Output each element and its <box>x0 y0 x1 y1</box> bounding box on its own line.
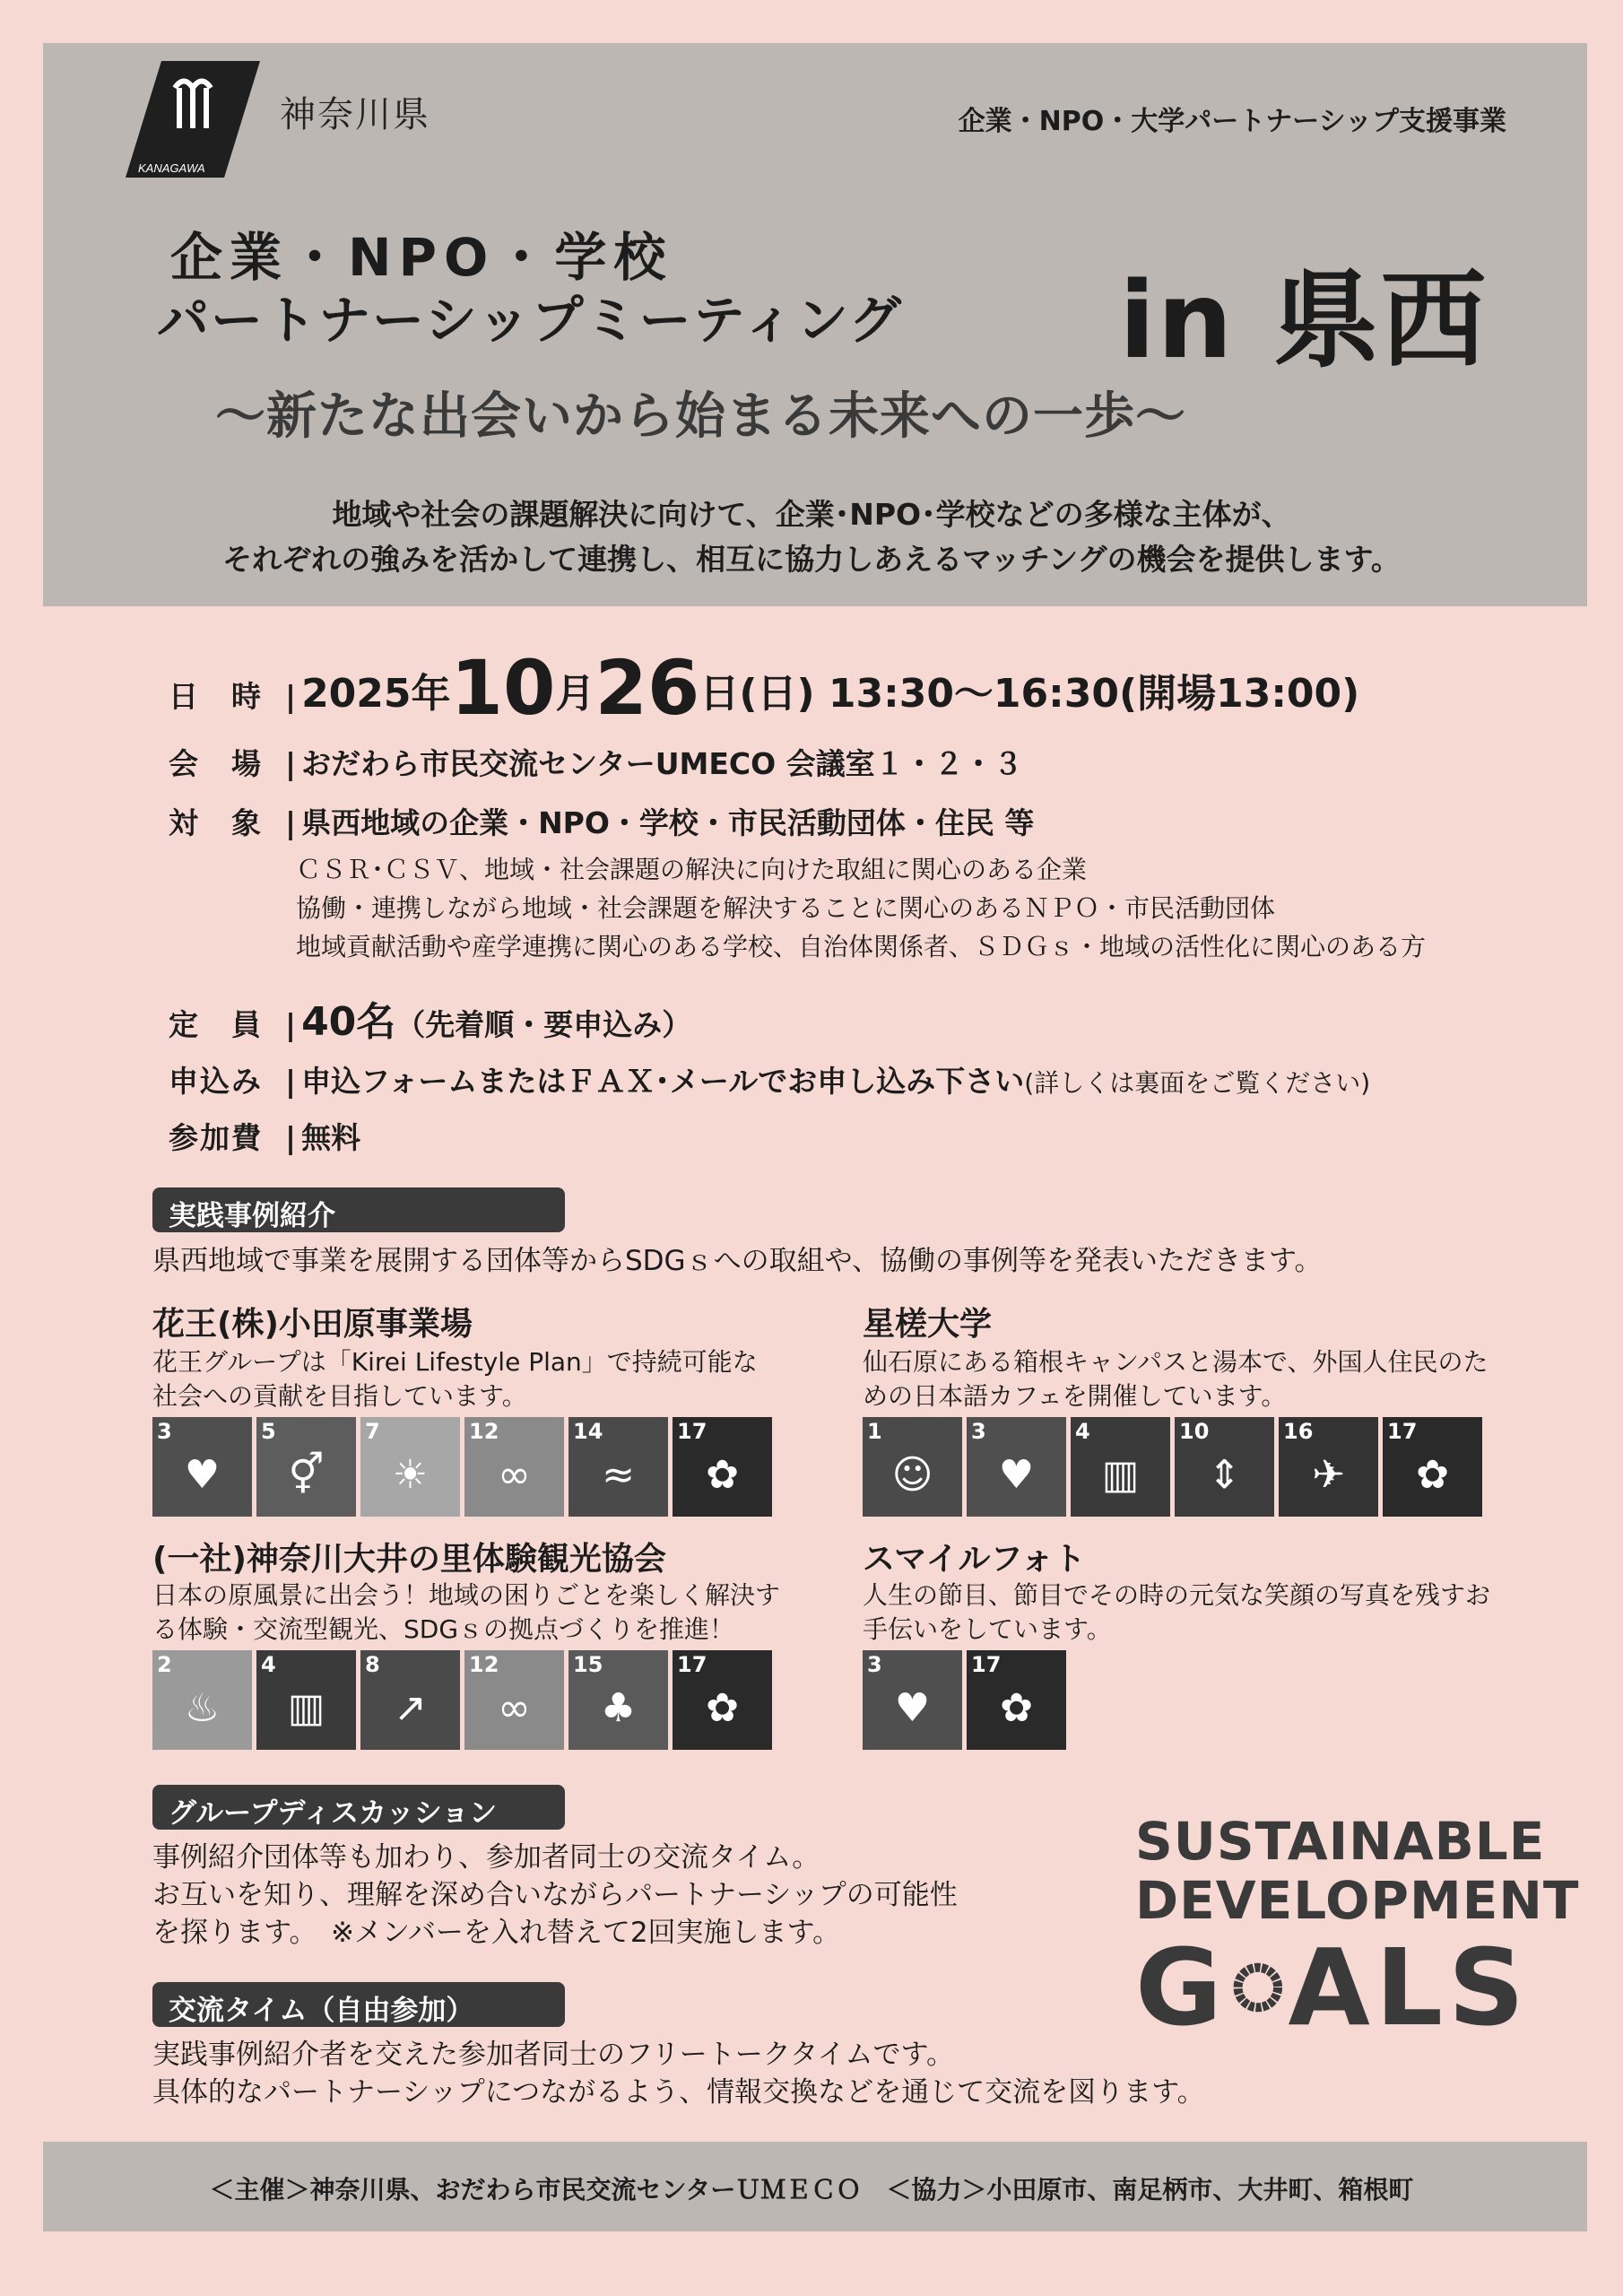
sdg-goal-glyph: ✈ <box>1312 1452 1345 1498</box>
sdg-goal-3-icon <box>863 1650 962 1750</box>
program-name: 企業・NPO・大学パートナーシップ支援事業 <box>958 106 1506 137</box>
sdg-goal-number: 17 <box>677 1419 707 1444</box>
target-value: 県西地域の企業・NPO・学校・市民活動団体・住民 等 <box>301 805 1035 840</box>
sdg-goal-4-icon <box>1071 1417 1170 1517</box>
date-row <box>169 644 1359 732</box>
footer-text: ＜主催＞神奈川県、おだわら市民交流センターＵＭＥＣＯ ＜協力＞小田原市、南足柄市、大井町、箱根町 <box>209 2175 1414 2205</box>
target-detail-2: 協働・連携しながら地域・社会課題を解決することに関心のあるＮＰＯ・市民活動団体 <box>296 893 1276 923</box>
sdg-goal-2-icon <box>152 1650 252 1750</box>
sdg-goal-glyph: ⇕ <box>1208 1452 1241 1498</box>
discussion-line-1: 事例紹介団体等も加わり、参加者同士の交流タイム。 <box>152 1841 820 1874</box>
sdg-goal-number: 14 <box>573 1419 603 1444</box>
sdg-icons-seisa <box>863 1417 1482 1517</box>
sdg-goal-number: 4 <box>1075 1419 1090 1444</box>
divider: | <box>285 679 297 714</box>
sdgs-wheel-icon <box>1233 1943 1283 2032</box>
apply-label: 申込み <box>169 1064 263 1099</box>
sdgs-word-3a: G <box>1135 1926 1228 2049</box>
sdg-goal-glyph: ✿ <box>1416 1452 1449 1498</box>
sdg-goal-glyph: ≈ <box>602 1452 635 1498</box>
sdg-goal-10-icon <box>1175 1417 1274 1517</box>
sdg-goal-number: 5 <box>261 1419 276 1444</box>
org-desc-ooi: 日本の原風景に出会う！地域の困りごとを楽しく解決する体験・交流型観光、SDGｓの拠点づくりを推進！ <box>152 1580 781 1644</box>
divider: | <box>285 1120 297 1155</box>
sdg-goal-number: 2 <box>157 1652 172 1677</box>
prefecture-name: 神奈川県 <box>280 94 430 135</box>
date-month-unit: 月 <box>555 671 595 717</box>
sdg-goal-glyph: ☺ <box>891 1452 933 1498</box>
fee-label: 参加費 <box>169 1120 263 1155</box>
sdg-goal-glyph: ♥ <box>894 1685 931 1731</box>
sdg-goal-glyph: ✿ <box>706 1685 739 1731</box>
sdgs-word-3 <box>1135 1926 1530 2049</box>
sdg-goal-glyph: ♥ <box>184 1452 221 1498</box>
lead-line-1: 地域や社会の課題解決に向けて、企業･NPO･学校などの多様な主体が、 <box>332 497 1291 532</box>
sdg-goal-glyph: ♥ <box>998 1452 1035 1498</box>
date-year: 2025年 <box>301 671 451 717</box>
sdg-goal-5-icon <box>256 1417 356 1517</box>
sdg-goal-4-icon <box>256 1650 356 1750</box>
venue-label: 会 場 <box>169 746 263 781</box>
sdg-goal-glyph: ▥ <box>1101 1452 1140 1498</box>
logo-text: KANAGAWA <box>138 161 205 175</box>
sdg-goal-8-icon <box>360 1650 460 1750</box>
apply-note: (詳しくは裏面をご覧ください) <box>1024 1068 1371 1098</box>
sdg-goal-16-icon <box>1279 1417 1378 1517</box>
org-desc-smilephoto: 人生の節目、節目でその時の元気な笑顔の写真を残すお手伝いをしています。 <box>863 1580 1491 1644</box>
sdg-goal-12-icon <box>464 1650 564 1750</box>
sdg-goal-number: 12 <box>469 1652 499 1677</box>
sdg-goal-15-icon <box>568 1650 668 1750</box>
sdg-goal-17-icon <box>967 1650 1066 1750</box>
sdg-goal-number: 4 <box>261 1652 276 1677</box>
sdg-goal-3-icon <box>967 1417 1066 1517</box>
capacity-row <box>169 989 691 1047</box>
subtitle: ～新たな出会いから始まる未来への一歩～ <box>215 387 1186 446</box>
sdg-goal-7-icon <box>360 1417 460 1517</box>
exchange-line-2: 具体的なパートナーシップにつながるよう、情報交換などを通じて交流を図ります。 <box>152 2076 1205 2109</box>
sdg-goal-number: 3 <box>971 1419 986 1444</box>
capacity-note: （先着順・要申込み） <box>395 1007 692 1042</box>
sdg-goal-glyph: ♨ <box>184 1685 221 1731</box>
sdg-goal-number: 15 <box>573 1652 603 1677</box>
date-label: 日 時 <box>169 679 263 714</box>
target-detail-1: ＣＳＲ･ＣＳＶ、地域・社会課題の解決に向けた取組に関心のある企業 <box>296 855 1088 884</box>
divider: | <box>285 746 297 781</box>
sdg-goal-glyph: ⚥ <box>288 1452 325 1498</box>
sdg-goal-1-icon <box>863 1417 962 1517</box>
title-line-1: 企業・NPO・学校 <box>170 227 673 288</box>
venue-row <box>169 741 1023 783</box>
discussion-line-3: を探ります。 ※メンバーを入れ替えて2回実施します。 <box>152 1917 841 1949</box>
sdg-goal-number: 7 <box>365 1419 380 1444</box>
kanagawa-logo <box>126 61 260 178</box>
date-day: 26 <box>595 644 700 732</box>
sdgs-word-1: SUSTAINABLE <box>1135 1811 1546 1872</box>
org-desc-kao: 花王グループは「Kirei Lifestyle Plan」で持続可能な社会への貢献を目指しています。 <box>152 1347 758 1411</box>
sdg-icons-kao <box>152 1417 772 1517</box>
org-name-smilephoto: スマイルフォト <box>863 1541 1086 1578</box>
sdg-goal-number: 3 <box>867 1652 882 1677</box>
org-name-ooi: (一社)神奈川大井の里体験観光協会 <box>152 1541 666 1578</box>
org-name-kao: 花王(株)小田原事業場 <box>152 1306 473 1343</box>
sdg-goal-number: 3 <box>157 1419 172 1444</box>
title-location: in 県西 <box>1119 258 1488 382</box>
exchange-section-label: 交流タイム（自由参加） <box>152 1982 565 2027</box>
sdgs-word-2: DEVELOPMENT <box>1135 1870 1580 1931</box>
sdg-goal-glyph: ↗ <box>394 1685 427 1731</box>
discussion-section-label: グループディスカッション <box>152 1785 565 1830</box>
date-month: 10 <box>450 644 556 732</box>
target-row <box>169 800 1034 842</box>
divider: | <box>285 1007 297 1042</box>
target-detail-3: 地域貢献活動や産学連携に関心のある学校、自治体関係者、ＳＤＧｓ・地域の活性化に関心のある方 <box>296 932 1427 961</box>
sdg-goal-glyph: ∞ <box>498 1452 531 1498</box>
apply-row <box>169 1058 1370 1100</box>
sdg-goal-number: 17 <box>1387 1419 1418 1444</box>
divider: | <box>285 805 297 840</box>
target-label: 対 象 <box>169 805 263 840</box>
sdg-goal-12-icon <box>464 1417 564 1517</box>
title-line-2: パートナーシップミーティング <box>157 290 903 351</box>
apply-value: 申込フォームまたはＦＡＸ･メールでお申し込み下さい <box>301 1064 1025 1099</box>
sdg-goal-glyph: ✿ <box>1000 1685 1033 1731</box>
sdg-goal-17-icon <box>1383 1417 1482 1517</box>
divider: | <box>285 1064 297 1099</box>
sdg-goal-glyph: ☀ <box>392 1452 429 1498</box>
date-rest: 日(日) 13:30～16:30(開場13:00) <box>699 671 1360 717</box>
lead-line-2: それぞれの強みを活かして連携し、相互に協力しあえるマッチングの機会を提供します。 <box>222 542 1401 577</box>
sdg-goal-number: 17 <box>971 1652 1002 1677</box>
fee-row <box>169 1115 360 1157</box>
sdg-goal-number: 8 <box>365 1652 380 1677</box>
venue-value: おだわら市民交流センターUMECO 会議室１・２・３ <box>301 746 1023 781</box>
sdg-goal-number: 17 <box>677 1652 707 1677</box>
sdg-goal-glyph: ✿ <box>706 1452 739 1498</box>
sdg-goal-glyph: ∞ <box>498 1685 531 1731</box>
sdgs-logo <box>1135 1811 1580 2049</box>
exchange-line-1: 実践事例紹介者を交えた参加者同士のフリートークタイムです。 <box>152 2039 955 2071</box>
cases-section-label: 実践事例紹介 <box>152 1187 565 1232</box>
sdg-icons-smilephoto <box>863 1650 1066 1750</box>
sdg-goal-3-icon <box>152 1417 252 1517</box>
discussion-line-2: お互いを知り、理解を深め合いながらパートナーシップの可能性 <box>152 1879 958 1911</box>
capacity-label: 定 員 <box>169 1007 263 1042</box>
sdg-goal-number: 1 <box>867 1419 882 1444</box>
sdg-goal-number: 12 <box>469 1419 499 1444</box>
org-name-seisa: 星槎大学 <box>863 1306 993 1343</box>
sdg-icons-ooi <box>152 1650 772 1750</box>
org-desc-seisa: 仙石原にある箱根キャンパスと湯本で、外国人住民のための日本語カフェを開催しています。 <box>863 1347 1488 1411</box>
sdg-goal-17-icon <box>673 1417 772 1517</box>
capacity-number: 40名 <box>301 999 396 1045</box>
cases-intro: 県西地域で事業を展開する団体等からSDGｓへの取組や、協働の事例等を発表いただきます。 <box>152 1245 1323 1277</box>
sdg-goal-number: 16 <box>1283 1419 1314 1444</box>
fee-value: 無料 <box>301 1120 361 1155</box>
sdg-goal-14-icon <box>568 1417 668 1517</box>
sdg-goal-glyph: ▥ <box>287 1685 325 1731</box>
sdgs-word-3b: ALS <box>1288 1926 1530 2049</box>
sdg-goal-glyph: ♣ <box>600 1685 637 1731</box>
sdg-goal-17-icon <box>673 1650 772 1750</box>
sdg-goal-number: 10 <box>1179 1419 1210 1444</box>
